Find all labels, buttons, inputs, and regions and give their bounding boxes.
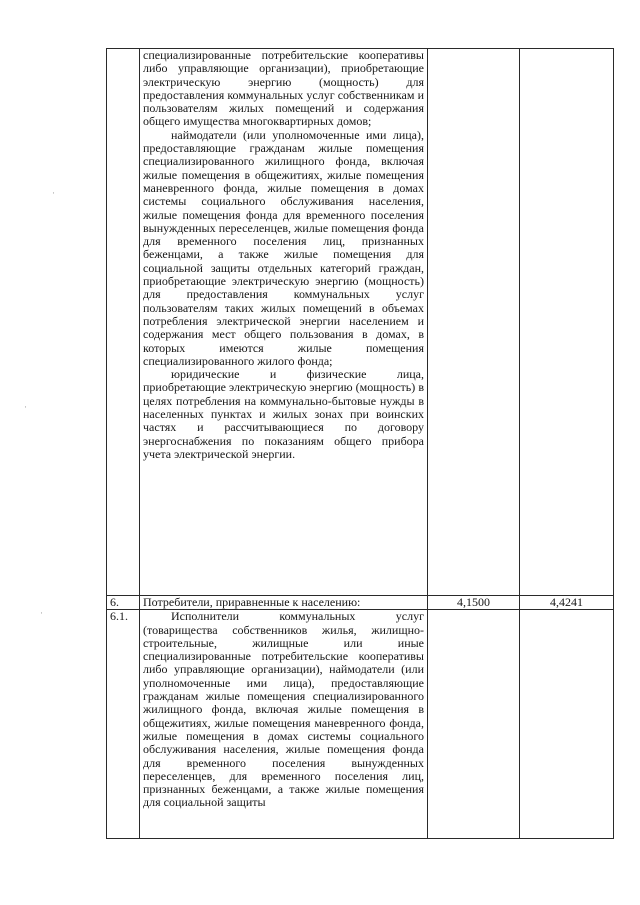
row-number (107, 49, 140, 596)
paragraph: наймодатели (или уполномоченные ими лица), предоставляющие гражданам жилые помещения специализированного жилищного фонда, включая жилые помещения в общежитиях, жилые помещения маневренного фонда, жилые помещения в домах системы социального обслуживания населения, жилые помещения фонда для временного поселения вынужденных переселенцев, жилые помещения фонда для временного поселения лиц, признанных беженцами, а также жилые помещения для социальной защиты отдельных категорий граждан, приобретающие электрическую энергию (мощность) для предоставления коммунальных услуг пользователям таких жилых помещений в объемах потребления электрической энергии населением и содержания мест общего пользования в домах, в которых имеются жилые помещения специализированного жилого фонда; (143, 127, 424, 368)
value-cell-2 (520, 610, 614, 839)
value-cell-2: 4,4241 (520, 596, 614, 610)
row-number: 6.1. (107, 610, 140, 839)
table-row-6-1 (107, 610, 614, 839)
table-row-6 (107, 596, 614, 610)
value-cell-1 (428, 49, 520, 596)
value-cell-1: 4,1500 (428, 596, 520, 610)
row-description: Потребители, приравненные к населению: (140, 596, 428, 610)
row-description (140, 49, 428, 596)
scan-speck: · (52, 188, 55, 198)
scan-speck: · (24, 402, 27, 412)
tariff-table (106, 48, 614, 839)
value-cell-2 (520, 49, 614, 596)
scan-speck: · (40, 608, 43, 618)
paragraph: юридические и физические лица, приобретающие электрическую энергию (мощность) в целях потребления на коммунально-бытовые нужды в населенных пунктах и жилых зонах при воинских частях и рассчитывающиеся по договору энергоснабжения по показаниям общего прибора учета электрической энергии. (143, 367, 424, 461)
table-row-continuation (107, 49, 614, 596)
row-number: 6. (107, 596, 140, 610)
paragraph: Исполнители коммунальных услуг (товарищества собственников жилья, жилищно-строительные, жилищные или иные специализированные потребительские кооперативы либо управляющие организации), наймодатели (или уполномоченные ими лица), предоставляющие гражданам жилые помещения специализированного жилищного фонда, включая жилые помещения в общежитиях, жилые помещения маневренного фонда, жилые помещения в домах системы социального обслуживания населения, жилые помещения фонда для временного поселения вынужденных переселенцев, для временного поселения лиц, признанных беженцами, а также жилые помещения для социальной защиты (143, 609, 424, 810)
value-cell-1 (428, 610, 520, 839)
paragraph: специализированные потребительские кооперативы либо управляющие организации), приобретающие электрическую энергию (мощность) для предоставления коммунальных услуг собственникам и пользователям жилых помещений и содержания общего имущества многоквартирных домов; (143, 48, 424, 129)
row-description (140, 610, 428, 839)
